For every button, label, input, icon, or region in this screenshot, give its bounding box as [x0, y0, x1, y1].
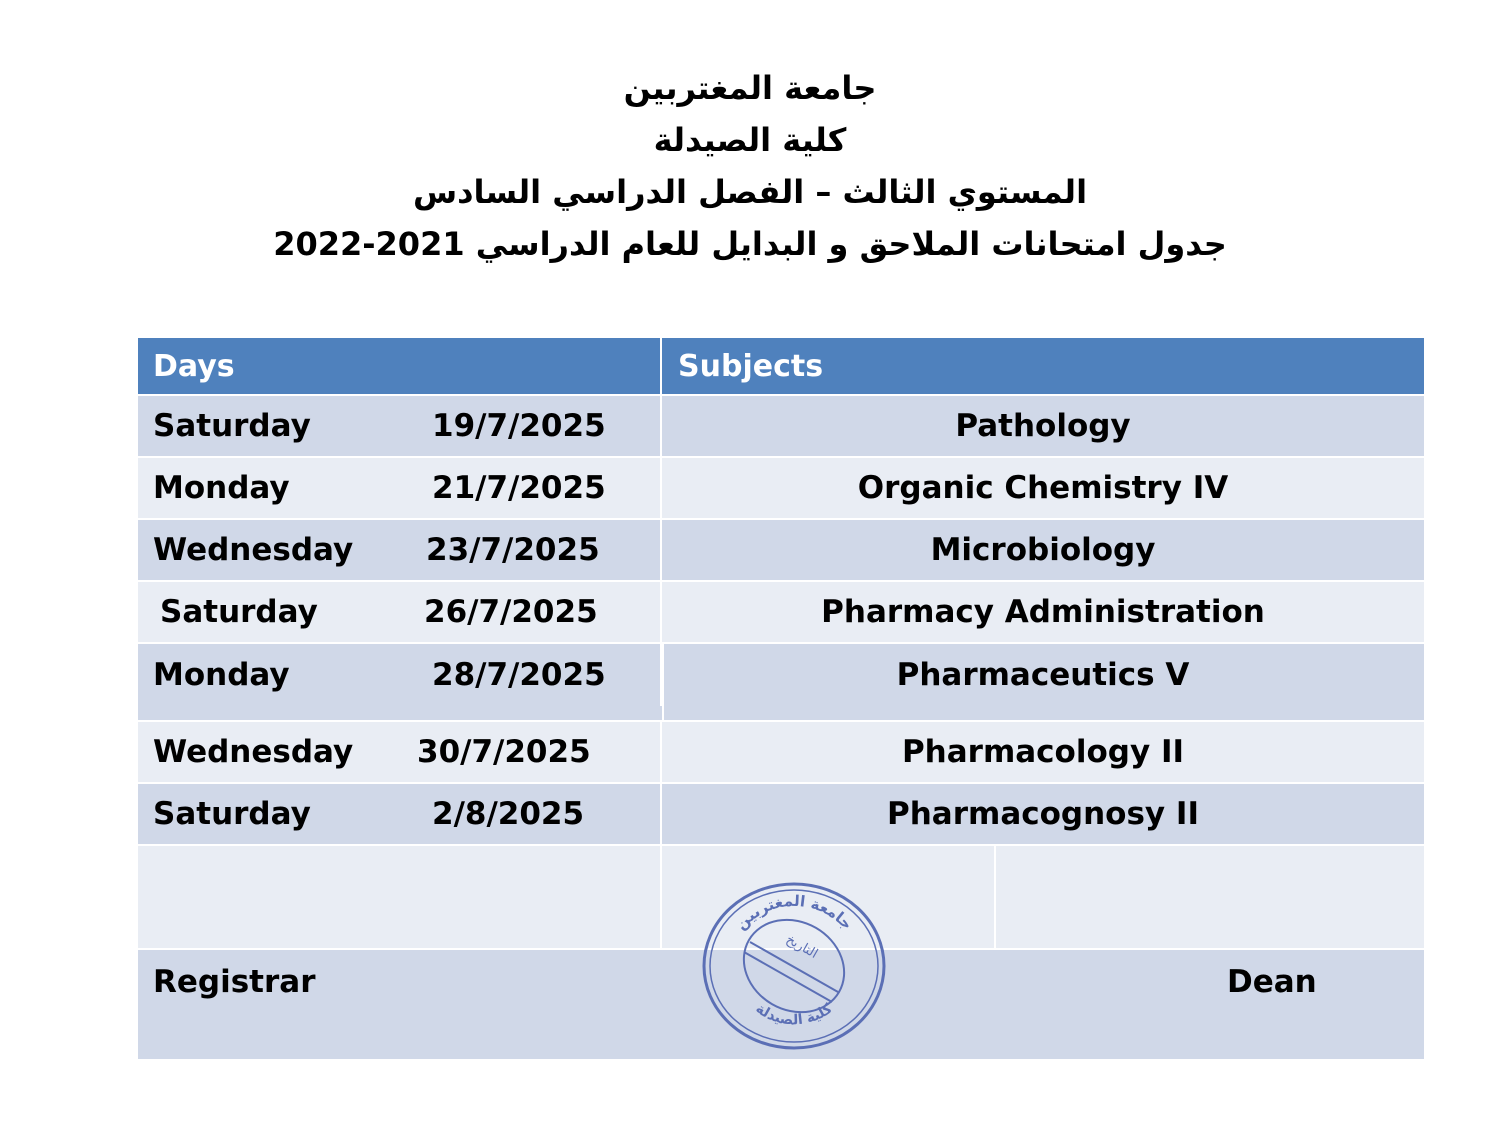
- row-date: 23/7/2025: [426, 532, 600, 568]
- schedule-title: جدول امتحانات الملاحق و البدايل للعام الدراسي 2021-2022: [273, 225, 1227, 263]
- stamp-inner-text: التاريخ: [783, 932, 821, 962]
- table-header-row: [138, 338, 1424, 396]
- row-date: 28/7/2025: [432, 657, 606, 693]
- university-name: جامعة المغتربين: [623, 69, 877, 107]
- header-subjects: Subjects: [678, 348, 824, 384]
- row-subject: Microbiology: [930, 532, 1156, 568]
- row-day: Monday: [153, 657, 290, 693]
- row-subject: Pathology: [955, 408, 1131, 444]
- table-row: [138, 520, 1424, 582]
- level-semester: المستوي الثالث – الفصل الدراسي السادس: [412, 173, 1088, 211]
- stamp-bottom-text: كلية الصيدلة: [752, 1000, 836, 1029]
- official-stamp: [700, 880, 888, 1052]
- row-subject: Organic Chemistry IV: [857, 470, 1229, 506]
- row-day: Wednesday: [153, 532, 354, 568]
- row-day: Monday: [153, 470, 290, 506]
- svg-text:جامعة المغتربين: [732, 892, 856, 934]
- row-day: Saturday: [160, 594, 318, 630]
- row-subject: Pharmaceutics V: [896, 657, 1190, 693]
- row-date: 21/7/2025: [432, 470, 606, 506]
- table-row: [138, 458, 1424, 520]
- stamp-outer-text: جامعة المغتربين: [731, 891, 857, 934]
- table-row: [138, 784, 1424, 846]
- row-day: Saturday: [153, 796, 311, 832]
- row-date: 26/7/2025: [424, 594, 598, 630]
- row-day: Wednesday: [153, 734, 354, 770]
- row-subject: Pharmacognosy II: [887, 796, 1199, 832]
- row-subject: Pharmacy Administration: [821, 594, 1265, 630]
- row-subject: Pharmacology II: [901, 734, 1185, 770]
- svg-text:كلية الصيدلة: [753, 1000, 836, 1028]
- table-row: [138, 396, 1424, 458]
- row-date: 19/7/2025: [432, 408, 606, 444]
- row-date: 30/7/2025: [417, 734, 591, 770]
- row-day: Saturday: [153, 408, 311, 444]
- registrar-label: Registrar: [153, 964, 316, 1000]
- table-row: [138, 722, 1424, 784]
- header-days: Days: [138, 338, 662, 394]
- table-row: [138, 582, 1424, 644]
- dean-label: Dean: [1227, 964, 1317, 1000]
- row-date: 2/8/2025: [432, 796, 585, 832]
- document-header: [0, 62, 1500, 270]
- faculty-name: كلية الصيدلة: [653, 121, 847, 159]
- table-row: [138, 644, 1424, 722]
